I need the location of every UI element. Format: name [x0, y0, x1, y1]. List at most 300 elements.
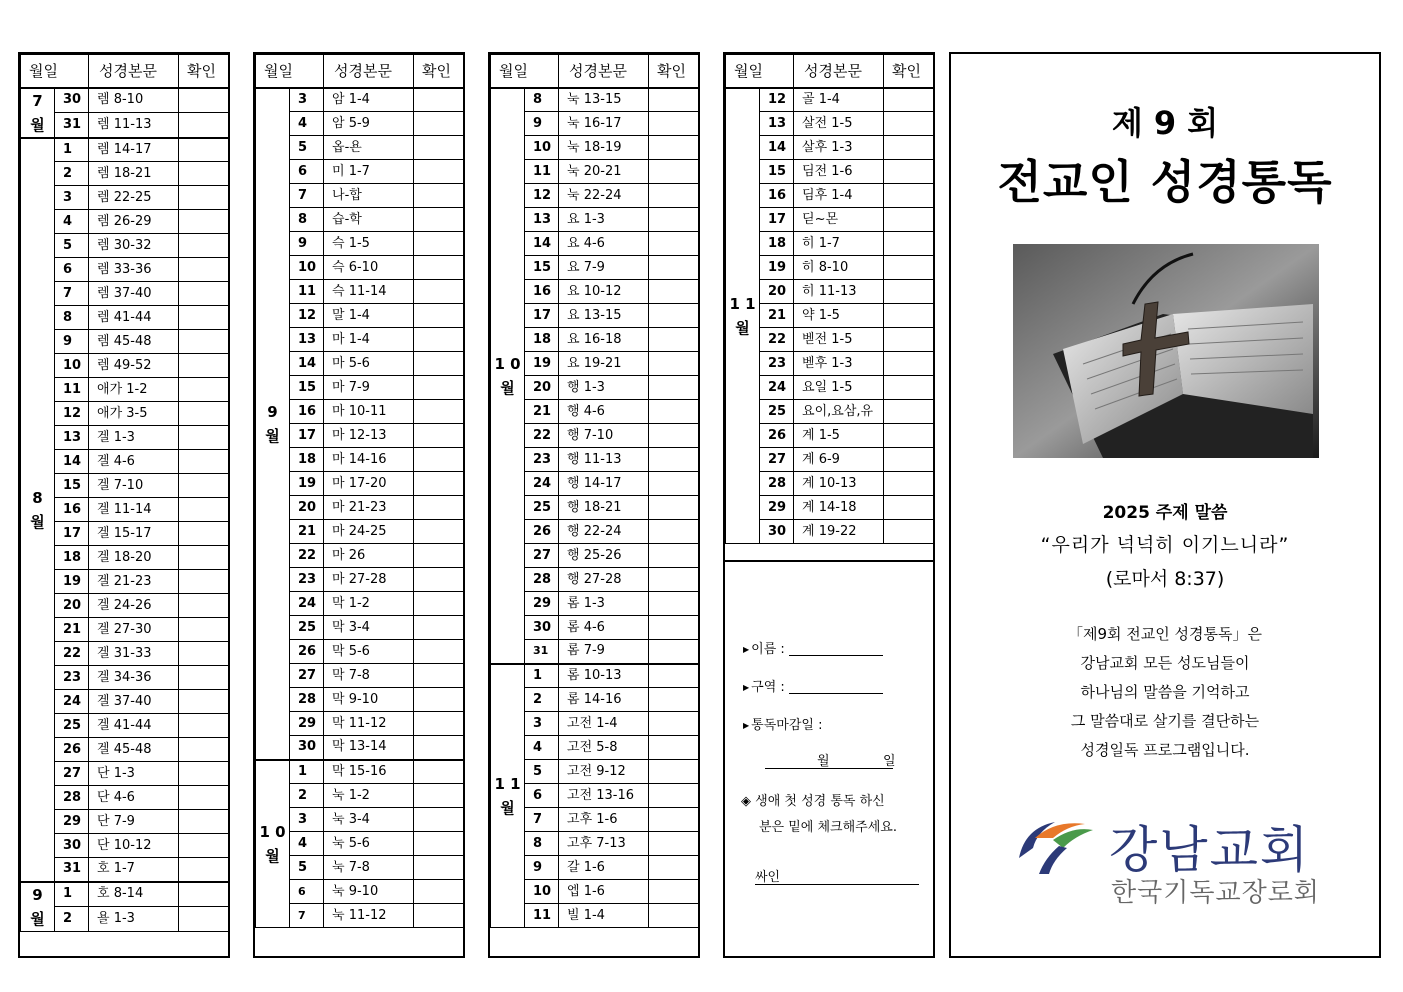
verse-cell: 막 5-6: [324, 640, 414, 664]
table-row: [491, 88, 699, 112]
check-box[interactable]: [414, 256, 464, 280]
verse-cell: 요 4-6: [559, 232, 649, 256]
day-cell: 30: [55, 834, 89, 858]
verse-cell: 렘 22-25: [89, 186, 179, 210]
check-box[interactable]: [414, 472, 464, 496]
check-box[interactable]: [884, 256, 934, 280]
verse-cell: 막 7-8: [324, 664, 414, 688]
verse-cell: 눅 22-24: [559, 184, 649, 208]
day-cell: 26: [55, 738, 89, 762]
day-cell: 21: [290, 520, 324, 544]
check-box[interactable]: [414, 808, 464, 832]
check-box[interactable]: [649, 760, 699, 784]
day-cell: 16: [760, 184, 794, 208]
check-box[interactable]: [884, 376, 934, 400]
verse-cell: 행 11-13: [559, 448, 649, 472]
verse-cell: 애가 1-2: [89, 378, 179, 402]
day-cell: 8: [525, 88, 559, 112]
day-cell: 10: [525, 136, 559, 160]
check-box[interactable]: [414, 640, 464, 664]
day-cell: 9: [290, 232, 324, 256]
header-check: 확인: [414, 55, 464, 88]
verse-cell: 엡 1-6: [559, 880, 649, 904]
header-month-day: 월일: [491, 55, 559, 88]
check-box[interactable]: [884, 280, 934, 304]
day-cell: 20: [290, 496, 324, 520]
verse-cell: 막 3-4: [324, 616, 414, 640]
signature-field[interactable]: [755, 866, 919, 885]
check-box[interactable]: [884, 136, 934, 160]
verse-cell: 히 8-10: [794, 256, 884, 280]
deadline-label: 통독마감일 :: [751, 718, 823, 733]
verse-cell: 겔 31-33: [89, 642, 179, 666]
check-box[interactable]: [414, 568, 464, 592]
verse-cell: 눅 16-17: [559, 112, 649, 136]
check-box[interactable]: [179, 330, 229, 354]
verse-cell: 고후 7-13: [559, 832, 649, 856]
description-line: 「제9회 전교인 성경통독」은: [1068, 625, 1262, 643]
check-box[interactable]: [414, 904, 464, 928]
check-box[interactable]: [649, 448, 699, 472]
check-box[interactable]: [884, 472, 934, 496]
day-cell: 29: [525, 592, 559, 616]
district-field[interactable]: [789, 681, 883, 694]
check-box[interactable]: [179, 210, 229, 234]
verse-cell: 롬 1-3: [559, 592, 649, 616]
check-box[interactable]: [649, 136, 699, 160]
day-cell: 14: [525, 232, 559, 256]
check-box[interactable]: [414, 352, 464, 376]
deadline-row: [743, 714, 822, 733]
verse-cell: 요 16-18: [559, 328, 649, 352]
schedule-column-4: [723, 52, 935, 958]
month-cell: [491, 664, 525, 928]
verse-cell: 단 1-3: [89, 762, 179, 786]
name-field-row: [743, 638, 883, 657]
day-cell: 12: [290, 304, 324, 328]
check-box[interactable]: [179, 522, 229, 546]
check-box[interactable]: [414, 736, 464, 760]
check-box[interactable]: [414, 880, 464, 904]
check-box[interactable]: [179, 186, 229, 210]
check-box[interactable]: [649, 160, 699, 184]
verse-cell: 겔 7-10: [89, 474, 179, 498]
verse-cell: 계 14-18: [794, 496, 884, 520]
check-box[interactable]: [649, 376, 699, 400]
check-box[interactable]: [414, 856, 464, 880]
day-cell: 20: [760, 280, 794, 304]
table-header-row: [726, 55, 934, 88]
table-row: [256, 760, 464, 784]
check-box[interactable]: [179, 282, 229, 306]
check-box[interactable]: [179, 306, 229, 330]
day-cell: 31: [55, 858, 89, 882]
day-cell: 24: [55, 690, 89, 714]
verse-cell: 호 1-7: [89, 858, 179, 882]
day-cell: 18: [760, 232, 794, 256]
verse-cell: 눅 1-2: [324, 784, 414, 808]
program-description: [951, 620, 1379, 765]
month-cell: [491, 88, 525, 664]
check-box[interactable]: [179, 234, 229, 258]
day-cell: 26: [525, 520, 559, 544]
check-box[interactable]: [649, 400, 699, 424]
day-cell: 31: [55, 113, 89, 138]
verse-cell: 슥 6-10: [324, 256, 414, 280]
day-cell: 27: [290, 664, 324, 688]
name-field[interactable]: [789, 643, 883, 656]
check-box[interactable]: [884, 352, 934, 376]
verse-cell: 요이,요삼,유: [794, 400, 884, 424]
day-cell: 26: [760, 424, 794, 448]
verse-cell: 단 10-12: [89, 834, 179, 858]
check-box[interactable]: [179, 834, 229, 858]
verse-cell: 행 14-17: [559, 472, 649, 496]
day-cell: 9: [525, 856, 559, 880]
month-unit: 월: [500, 378, 515, 397]
table-row: [491, 664, 699, 688]
day-cell: 25: [55, 714, 89, 738]
check-box[interactable]: [179, 882, 229, 907]
check-box[interactable]: [179, 426, 229, 450]
check-box[interactable]: [179, 162, 229, 186]
bible-cross-photo: [1013, 244, 1319, 458]
verse-cell: 딤전 1-6: [794, 160, 884, 184]
check-box[interactable]: [649, 904, 699, 928]
check-box[interactable]: [649, 304, 699, 328]
day-cell: 14: [290, 352, 324, 376]
check-box[interactable]: [414, 328, 464, 352]
check-box[interactable]: [884, 184, 934, 208]
day-cell: 23: [290, 568, 324, 592]
check-box[interactable]: [179, 690, 229, 714]
day-cell: 13: [55, 426, 89, 450]
deadline-date-field[interactable]: [765, 750, 896, 769]
district-label: 구역 :: [751, 680, 785, 695]
verse-cell: 골 1-4: [794, 88, 884, 112]
check-box[interactable]: [649, 736, 699, 760]
check-box[interactable]: [414, 304, 464, 328]
check-box[interactable]: [179, 354, 229, 378]
verse-cell: 겔 1-3: [89, 426, 179, 450]
check-box[interactable]: [414, 376, 464, 400]
day-cell: 8: [55, 306, 89, 330]
day-cell: 22: [55, 642, 89, 666]
header-check: 확인: [179, 55, 229, 88]
check-box[interactable]: [179, 88, 229, 113]
check-box[interactable]: [884, 304, 934, 328]
check-box[interactable]: [649, 712, 699, 736]
name-label: 이름 :: [751, 642, 785, 657]
check-box[interactable]: [649, 880, 699, 904]
check-box[interactable]: [414, 544, 464, 568]
check-box[interactable]: [884, 208, 934, 232]
check-box[interactable]: [179, 450, 229, 474]
check-box[interactable]: [884, 328, 934, 352]
check-box[interactable]: [179, 498, 229, 522]
verse-cell: 렘 18-21: [89, 162, 179, 186]
check-box[interactable]: [884, 112, 934, 136]
first-reading-note-line-1: ◈ 생애 첫 성경 통독 하신: [741, 794, 885, 809]
verse-cell: 겔 4-6: [89, 450, 179, 474]
verse-cell: 마 1-4: [324, 328, 414, 352]
day-cell: 6: [290, 880, 324, 904]
day-cell: 2: [525, 688, 559, 712]
schedule-column-1: [18, 52, 230, 958]
verse-cell: 마 10-11: [324, 400, 414, 424]
check-box[interactable]: [649, 328, 699, 352]
check-box[interactable]: [649, 352, 699, 376]
day-cell: 30: [55, 88, 89, 113]
day-cell: 29: [290, 712, 324, 736]
check-box[interactable]: [179, 618, 229, 642]
check-box[interactable]: [649, 688, 699, 712]
day-cell: 15: [525, 256, 559, 280]
check-box[interactable]: [179, 474, 229, 498]
check-box[interactable]: [179, 570, 229, 594]
month-cell: [21, 882, 55, 932]
day-cell: 3: [55, 186, 89, 210]
day-cell: 5: [55, 234, 89, 258]
check-box[interactable]: [414, 208, 464, 232]
day-cell: 13: [760, 112, 794, 136]
day-cell: 18: [290, 448, 324, 472]
check-box[interactable]: [414, 832, 464, 856]
check-box[interactable]: [649, 616, 699, 640]
check-box[interactable]: [179, 402, 229, 426]
check-box[interactable]: [884, 232, 934, 256]
check-box[interactable]: [414, 592, 464, 616]
check-box[interactable]: [649, 568, 699, 592]
verse-cell: 마 21-23: [324, 496, 414, 520]
month-number: 9: [267, 402, 278, 421]
check-box[interactable]: [649, 280, 699, 304]
day-cell: 11: [55, 378, 89, 402]
verse-cell: 렘 30-32: [89, 234, 179, 258]
verse-cell: 행 18-21: [559, 496, 649, 520]
check-box[interactable]: [179, 786, 229, 810]
day-cell: 19: [55, 570, 89, 594]
check-box[interactable]: [649, 112, 699, 136]
verse-cell: 막 11-12: [324, 712, 414, 736]
check-box[interactable]: [179, 810, 229, 834]
check-box[interactable]: [179, 738, 229, 762]
day-cell: 14: [55, 450, 89, 474]
schedule-column-2: [253, 52, 465, 958]
check-box[interactable]: [649, 640, 699, 664]
check-box[interactable]: [179, 594, 229, 618]
verse-cell: 롬 14-16: [559, 688, 649, 712]
check-box[interactable]: [179, 378, 229, 402]
check-box[interactable]: [649, 496, 699, 520]
verse-cell: 겔 15-17: [89, 522, 179, 546]
day-cell: 5: [290, 136, 324, 160]
check-box[interactable]: [414, 184, 464, 208]
deadline-day-label: 일: [883, 754, 896, 769]
check-box[interactable]: [179, 546, 229, 570]
verse-cell: 고후 1-6: [559, 808, 649, 832]
check-box[interactable]: [179, 666, 229, 690]
day-cell: 2: [55, 162, 89, 186]
check-box[interactable]: [179, 642, 229, 666]
check-box[interactable]: [414, 232, 464, 256]
check-box[interactable]: [649, 784, 699, 808]
day-cell: 2: [290, 784, 324, 808]
verse-cell: 눅 20-21: [559, 160, 649, 184]
check-box[interactable]: [884, 496, 934, 520]
check-box[interactable]: [649, 808, 699, 832]
check-box[interactable]: [179, 906, 229, 931]
check-box[interactable]: [649, 208, 699, 232]
verse-cell: 단 4-6: [89, 786, 179, 810]
day-cell: 4: [290, 832, 324, 856]
verse-cell: 렘 37-40: [89, 282, 179, 306]
verse-cell: 약 1-5: [794, 304, 884, 328]
check-box[interactable]: [884, 448, 934, 472]
check-box[interactable]: [414, 160, 464, 184]
verse-cell: 계 6-9: [794, 448, 884, 472]
verse-cell: 암 1-4: [324, 88, 414, 112]
verse-cell: 행 27-28: [559, 568, 649, 592]
month-number: 9: [32, 885, 43, 904]
check-box[interactable]: [179, 138, 229, 162]
check-box[interactable]: [649, 592, 699, 616]
header-month-day: 월일: [726, 55, 794, 88]
month-unit: 월: [30, 909, 45, 928]
check-box[interactable]: [649, 544, 699, 568]
check-box[interactable]: [414, 688, 464, 712]
month-cell: [21, 88, 55, 138]
check-box[interactable]: [649, 472, 699, 496]
verse-cell: 계 19-22: [794, 520, 884, 544]
day-cell: 11: [525, 160, 559, 184]
table-header-row: [491, 55, 699, 88]
check-box[interactable]: [649, 424, 699, 448]
day-cell: 10: [55, 354, 89, 378]
day-cell: 18: [525, 328, 559, 352]
check-box[interactable]: [884, 88, 934, 112]
verse-cell: 겔 21-23: [89, 570, 179, 594]
day-cell: 17: [525, 304, 559, 328]
month-unit: 월: [30, 512, 45, 531]
check-box[interactable]: [414, 280, 464, 304]
verse-cell: 슥 1-5: [324, 232, 414, 256]
day-cell: 20: [55, 594, 89, 618]
verse-cell: 고전 1-4: [559, 712, 649, 736]
month-number: 1 0: [259, 822, 286, 841]
check-box[interactable]: [649, 856, 699, 880]
verse-cell: 렘 14-17: [89, 138, 179, 162]
verse-cell: 렘 11-13: [89, 113, 179, 138]
check-box[interactable]: [649, 832, 699, 856]
month-cell: [726, 88, 760, 544]
check-box[interactable]: [649, 520, 699, 544]
check-box[interactable]: [649, 664, 699, 688]
day-cell: 17: [760, 208, 794, 232]
check-box[interactable]: [414, 520, 464, 544]
check-box[interactable]: [649, 184, 699, 208]
day-cell: 3: [290, 88, 324, 112]
verse-cell: 암 5-9: [324, 112, 414, 136]
check-box[interactable]: [179, 258, 229, 282]
check-box[interactable]: [414, 112, 464, 136]
check-box[interactable]: [414, 424, 464, 448]
check-box[interactable]: [649, 256, 699, 280]
day-cell: 3: [525, 712, 559, 736]
month-unit: 월: [30, 115, 45, 134]
verse-cell: 옵-욘: [324, 136, 414, 160]
day-cell: 27: [760, 448, 794, 472]
check-box[interactable]: [414, 664, 464, 688]
check-box[interactable]: [414, 616, 464, 640]
day-cell: 8: [525, 832, 559, 856]
verse-cell: 계 1-5: [794, 424, 884, 448]
header-check: 확인: [884, 55, 934, 88]
table-row: [21, 138, 229, 162]
verse-cell: 겔 27-30: [89, 618, 179, 642]
check-box[interactable]: [414, 448, 464, 472]
verse-cell: 눅 7-8: [324, 856, 414, 880]
day-cell: 22: [760, 328, 794, 352]
check-box[interactable]: [884, 520, 934, 544]
day-cell: 10: [290, 256, 324, 280]
verse-cell: 렘 8-10: [89, 88, 179, 113]
deadline-month-label: 월: [817, 754, 830, 769]
day-cell: 2: [55, 906, 89, 931]
verse-cell: 렘 33-36: [89, 258, 179, 282]
check-box[interactable]: [179, 762, 229, 786]
table-row: [21, 882, 229, 907]
check-box[interactable]: [414, 496, 464, 520]
check-box[interactable]: [884, 400, 934, 424]
header-verse: 성경본문: [89, 55, 179, 88]
verse-cell: 벧후 1-3: [794, 352, 884, 376]
check-box[interactable]: [414, 88, 464, 112]
verse-cell: 히 11-13: [794, 280, 884, 304]
schedule-table-4: [725, 54, 934, 544]
verse-cell: 단 7-9: [89, 810, 179, 834]
verse-cell: 갈 1-6: [559, 856, 649, 880]
participant-info-box: [725, 560, 933, 956]
verse-cell: 호 8-14: [89, 882, 179, 907]
day-cell: 8: [290, 208, 324, 232]
check-box[interactable]: [414, 400, 464, 424]
check-box[interactable]: [414, 136, 464, 160]
check-box[interactable]: [179, 858, 229, 882]
month-number: 1 0: [494, 354, 521, 373]
month-number: 1 1: [729, 294, 756, 313]
check-box[interactable]: [414, 760, 464, 784]
check-box[interactable]: [414, 784, 464, 808]
check-box[interactable]: [179, 714, 229, 738]
day-cell: 13: [525, 208, 559, 232]
day-cell: 9: [55, 330, 89, 354]
day-cell: 13: [290, 328, 324, 352]
verse-cell: 렘 41-44: [89, 306, 179, 330]
day-cell: 5: [290, 856, 324, 880]
check-box[interactable]: [414, 712, 464, 736]
day-cell: 24: [290, 592, 324, 616]
verse-cell: 딛~몬: [794, 208, 884, 232]
check-box[interactable]: [179, 113, 229, 138]
check-box[interactable]: [649, 88, 699, 112]
check-box[interactable]: [884, 424, 934, 448]
check-box[interactable]: [884, 160, 934, 184]
day-cell: 9: [525, 112, 559, 136]
check-box[interactable]: [649, 232, 699, 256]
theme-heading: 2025 주제 말씀: [1102, 503, 1228, 523]
day-cell: 25: [290, 616, 324, 640]
